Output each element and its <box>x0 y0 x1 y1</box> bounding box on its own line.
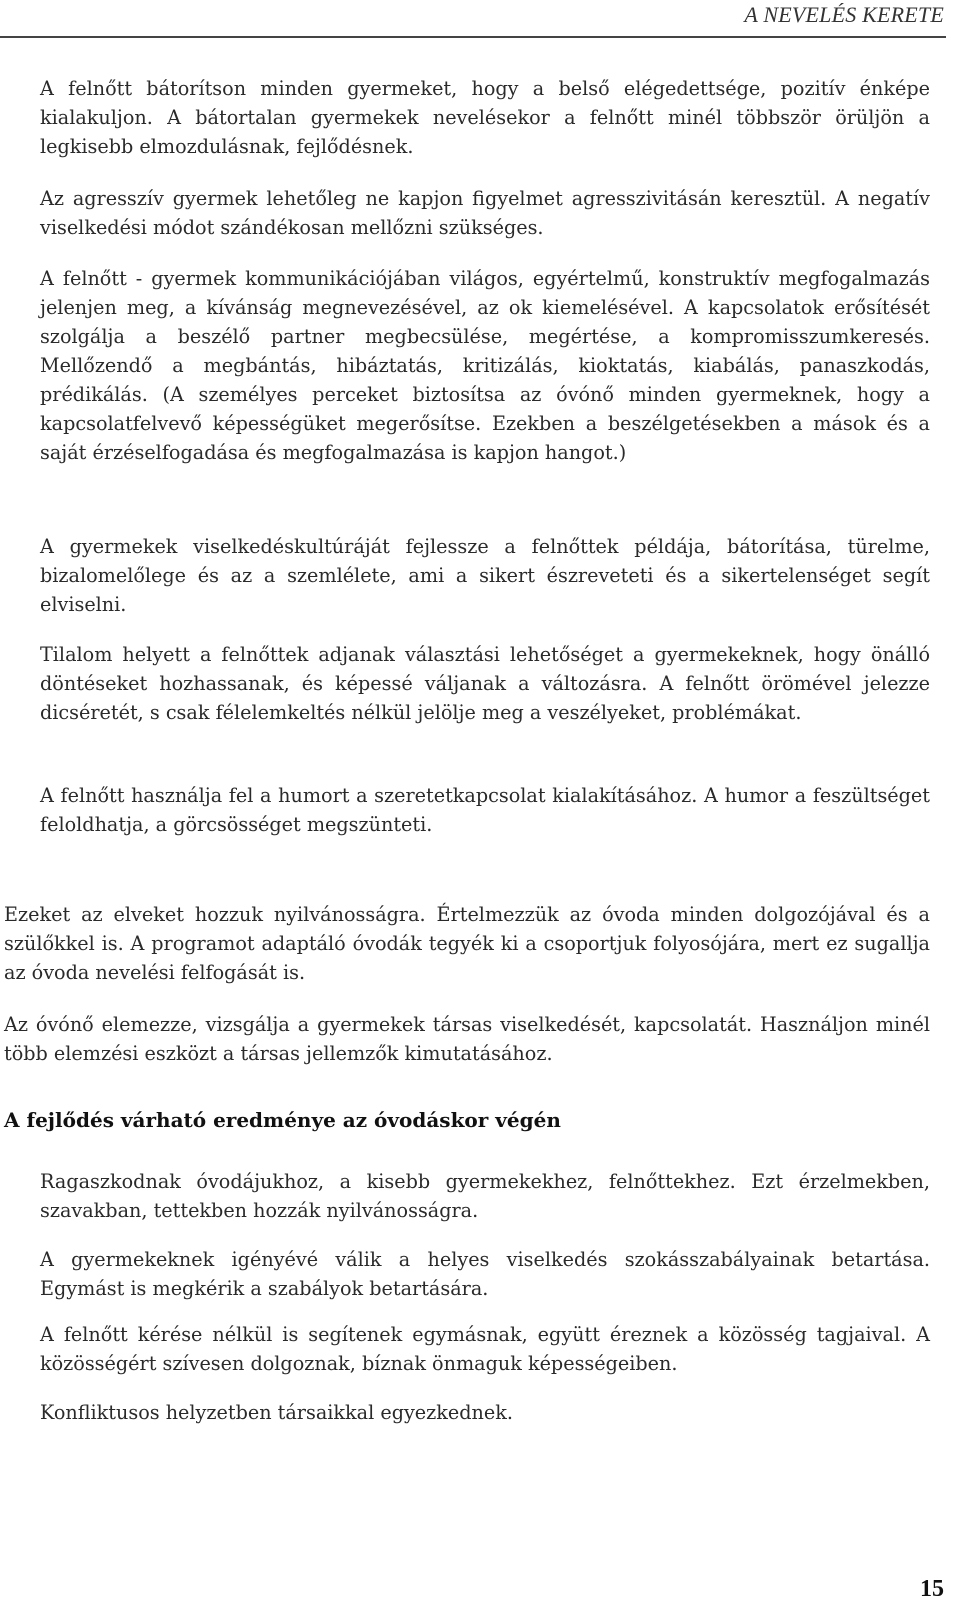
paragraph-communication: A felnőtt - gyermek kommunikációjában világos, egyértelmű, konstruktív megfogalmazás jelenjen meg, a kívánság megnevezésével, az ok kiemelésével. A kapcsolatok erősítését szolgálja a beszélő partner megbecsülése, megértése, a kompromisszumkeresés. Mellőzendő a megbántás, hibáztatás, kritizálás, kioktatás, kiabálás, panaszkodás, prédikálás. (A személyes perceket biztosítsa az óvónő minden gyermeknek, hogy a kapcsolatfelvevő képességüket megerősítse. Ezekben a beszélgetésekben a mások és a saját érzéselfogadása és megfogalmazása is kapjon hangot.) <box>40 267 930 464</box>
outcome-conflict: Konfliktusos helyzetben társaikkal egyezkednek. <box>40 1401 513 1424</box>
paragraph-choice-instead-of-ban: Tilalom helyett a felnőttek adjanak választási lehetőséget a gyermekeknek, hogy önálló döntéseket hozhassanak, és képessé váljanak a változásra. A felnőtt örömével jelezze dicséretét, s csak félelemkeltés nélkül jelölje meg a veszélyeket, problémákat. <box>40 643 930 724</box>
section-heading: A fejlődés várható eredménye az óvodáskor végén <box>4 1108 561 1132</box>
outcome-helping: A felnőtt kérése nélkül is segítenek egymásnak, együtt éreznek a közösség tagjaival. A közösségért szívesen dolgoznak, bíznak önmaguk képességeiben. <box>40 1323 930 1375</box>
paragraph-encouragement: A felnőtt bátorítson minden gyermeket, hogy a belső elégedettsége, pozitív énképe kialakuljon. A bátortalan gyermekek nevelésekor a felnőtt minél többször örüljön a legkisebb elmozdulásnak, fejlődésnek. <box>40 77 930 158</box>
header-divider <box>0 36 946 38</box>
outcome-rules: A gyermekeknek igényévé válik a helyes viselkedés szokásszabályainak betartása. Egymást is megkérik a szabályok betartására. <box>40 1248 930 1300</box>
page-number: 15 <box>920 1576 944 1602</box>
paragraph-aggressive-child: Az agresszív gyermek lehetőleg ne kapjon figyelmet agresszivitásán keresztül. A negatív viselkedési módot szándékosan mellőzni szükséges. <box>40 187 930 239</box>
paragraph-publicity: Ezeket az elveket hozzuk nyilvánosságra. Értelmezzük az óvoda minden dolgozójával és a szülőkkel is. A programot adaptáló óvodák tegyék ki a csoportjuk folyosójára, mert ez sugallja az óvoda nevelési felfogását is. <box>4 903 930 984</box>
paragraph-humour: A felnőtt használja fel a humort a szeretetkapcsolat kialakításához. A humor a feszültséget feloldhatja, a görcsösséget megszünteti. <box>40 784 930 836</box>
paragraph-analysis: Az óvónő elemezze, vizsgálja a gyermekek társas viselkedését, kapcsolatát. Használjon minél több elemzési eszközt a társas jellemzők kimutatásához. <box>4 1013 930 1065</box>
paragraph-behaviour-culture: A gyermekek viselkedéskultúráját fejlessze a felnőttek példája, bátorítása, türelme, bizalomelőlege és az a szemlélete, ami a sikert észreveteti és a sikertelenséget segít elviselni. <box>40 535 930 616</box>
running-header: A NEVELÉS KERETE <box>744 2 944 27</box>
outcome-attachment: Ragaszkodnak óvodájukhoz, a kisebb gyermekekhez, felnőttekhez. Ezt érzelmekben, szavakban, tettekben hozzák nyilvánosságra. <box>40 1170 930 1222</box>
